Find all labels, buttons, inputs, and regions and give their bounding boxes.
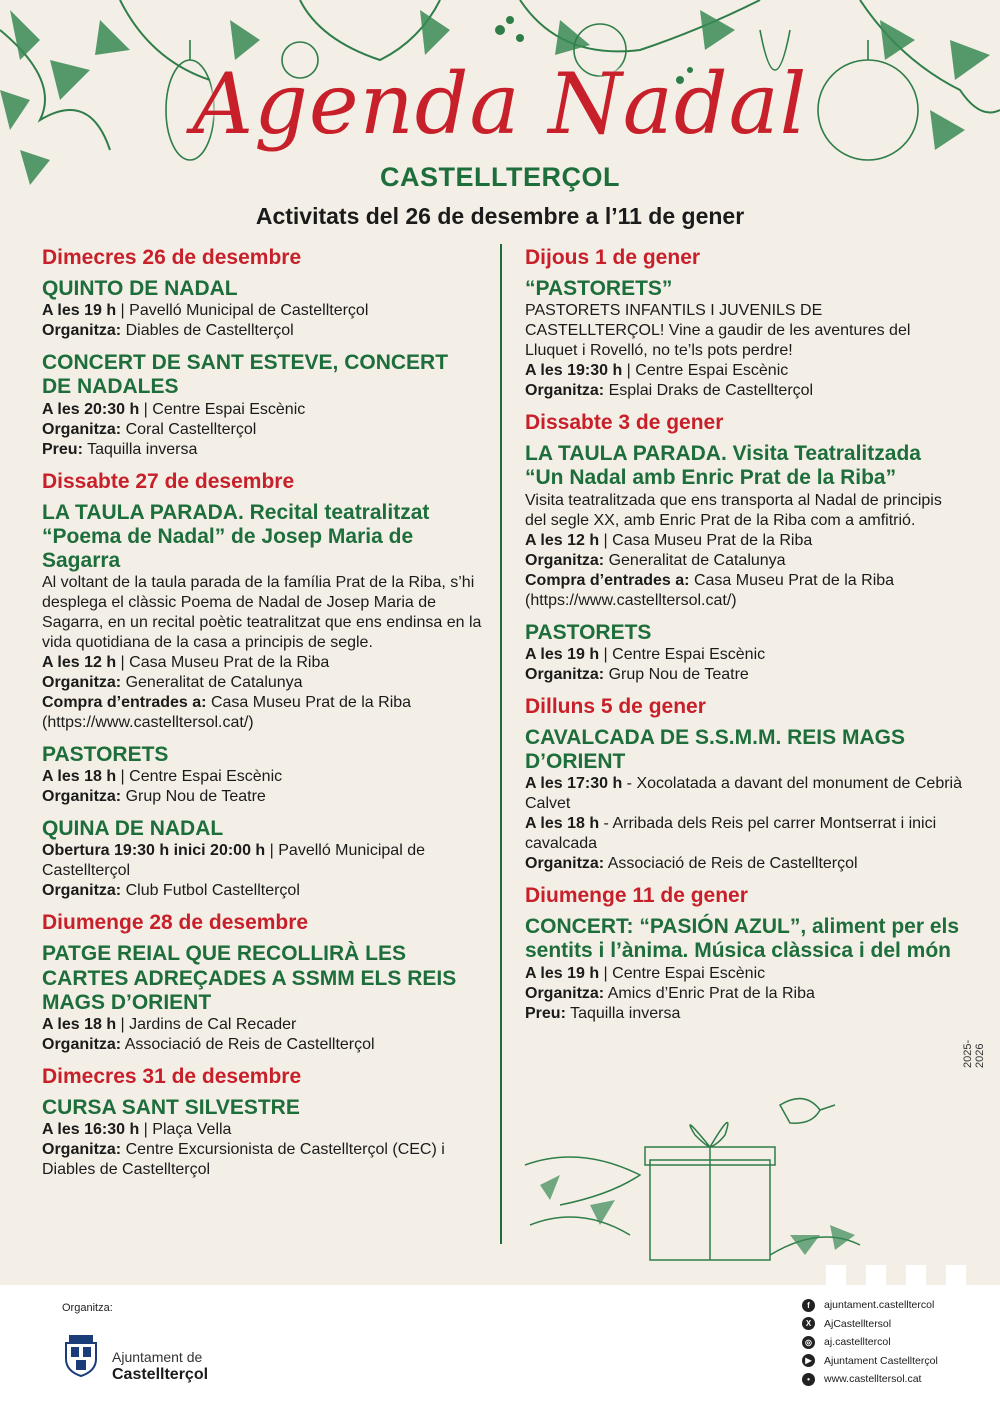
event-entry bbox=[525, 277, 965, 401]
day-heading: Dilluns 5 de gener bbox=[525, 694, 706, 718]
event-entry bbox=[525, 442, 965, 610]
detail-value: Centre Excursionista de Castellterçol (CEC) i Diables de Castellterçol bbox=[42, 1141, 445, 1179]
detail-value: Xocolatada a davant del monument de Cebrià Calvet bbox=[525, 775, 962, 813]
event-title: PATGE REIAL QUE RECOLLIRÀ LES CARTES ADREÇADES A SSMM ELS REIS MAGS D’ORIENT bbox=[42, 942, 457, 1014]
detail-value: Club Futbol Castellterçol bbox=[125, 882, 300, 900]
detail-separator: | bbox=[265, 842, 279, 860]
social-link-text: Ajuntament Castellterçol bbox=[824, 1354, 938, 1367]
detail-separator: - bbox=[622, 775, 637, 793]
detail-label: Obertura 19:30 h inici 20:00 h bbox=[42, 842, 266, 860]
detail-label: A les 19 h bbox=[525, 964, 600, 982]
event-detail-line bbox=[525, 531, 965, 551]
x-icon: X bbox=[802, 1317, 815, 1330]
detail-value: Diables de Castellterçol bbox=[125, 322, 294, 340]
season-year-label: 2025-2026 bbox=[962, 1039, 986, 1068]
event-detail-line bbox=[525, 1004, 965, 1024]
detail-value: Grup Nou de Teatre bbox=[125, 788, 266, 806]
event-detail-line bbox=[42, 653, 482, 673]
footer-battlement-decoration bbox=[826, 1265, 971, 1285]
detail-value: Centre Espai Escènic bbox=[612, 645, 766, 663]
event-detail-line bbox=[42, 881, 482, 901]
event-description: Visita teatralitzada que ens transporta al Nadal de principis del segle XX, amb Enric Prat de la Riba com a amfitrió. bbox=[525, 491, 942, 529]
detail-label: A les 18 h bbox=[525, 815, 600, 833]
left-column bbox=[42, 240, 482, 1190]
detail-label: Organitza: bbox=[42, 1035, 122, 1053]
event-detail-line bbox=[42, 1120, 482, 1140]
detail-value: Plaça Vella bbox=[152, 1121, 232, 1139]
detail-label: A les 16:30 h bbox=[42, 1121, 140, 1139]
event-detail-line bbox=[525, 774, 965, 814]
social-link-text: AjCastelltersol bbox=[824, 1317, 892, 1330]
social-links bbox=[802, 1296, 938, 1389]
event-entry bbox=[42, 1096, 482, 1180]
page-title: Agenda Nadal bbox=[192, 55, 808, 153]
event-detail-line bbox=[42, 767, 482, 787]
event-title: PASTORETS bbox=[42, 743, 169, 767]
detail-value: Pavelló Municipal de Castellterçol bbox=[42, 842, 425, 880]
gift-bird-illustration bbox=[520, 1085, 865, 1270]
detail-label: Compra d’entrades a: bbox=[525, 571, 690, 589]
detail-separator: | bbox=[116, 768, 130, 786]
right-column bbox=[525, 240, 965, 1034]
detail-separator: | bbox=[139, 400, 153, 418]
web-icon: • bbox=[802, 1373, 815, 1386]
facebook-icon: f bbox=[802, 1299, 815, 1312]
town-council-name: Ajuntament de Castellterçol bbox=[112, 1349, 209, 1383]
event-entry bbox=[42, 351, 482, 459]
detail-value: Esplai Draks de Castellterçol bbox=[608, 382, 814, 400]
event-title: LA TAULA PARADA. Visita Teatralitzada “Un Nadal amb Enric Prat de la Riba” bbox=[525, 442, 921, 490]
detail-label: Compra d’entrades a: bbox=[42, 694, 207, 712]
event-detail-line bbox=[525, 361, 965, 381]
event-title: PASTORETS bbox=[525, 620, 652, 644]
detail-value: Amics d’Enric Prat de la Riba bbox=[607, 984, 815, 1002]
day-heading: Dissabte 27 de desembre bbox=[42, 469, 295, 493]
event-entry bbox=[525, 621, 965, 685]
town-subtitle: CASTELLTERÇOL bbox=[380, 162, 620, 192]
day-heading: Dijous 1 de gener bbox=[525, 246, 701, 269]
detail-label: A les 18 h bbox=[42, 768, 117, 786]
event-detail-line bbox=[42, 420, 482, 440]
detail-separator: | bbox=[599, 964, 613, 982]
detail-value: Grup Nou de Teatre bbox=[608, 665, 749, 683]
footer bbox=[0, 1285, 1000, 1414]
detail-value: Jardins de Cal Recader bbox=[129, 1015, 297, 1033]
detail-value: Pavelló Municipal de Castellterçol bbox=[129, 302, 369, 320]
event-detail-line bbox=[42, 841, 482, 881]
event-detail-line bbox=[525, 665, 965, 685]
detail-label: Organitza: bbox=[525, 382, 605, 400]
detail-value: Taquilla inversa bbox=[570, 1004, 681, 1022]
event-entry bbox=[42, 501, 482, 733]
event-detail-line bbox=[42, 321, 482, 341]
social-link-text: aj.castelltercol bbox=[824, 1336, 891, 1348]
event-entry bbox=[525, 915, 965, 1023]
event-detail-line bbox=[525, 814, 965, 854]
detail-value: Casa Museu Prat de la Riba bbox=[129, 654, 330, 672]
event-detail-line bbox=[525, 381, 965, 401]
detail-label: Organitza: bbox=[525, 984, 605, 1002]
detail-label: Organitza: bbox=[42, 674, 122, 692]
event-detail-line bbox=[42, 440, 482, 460]
event-title: QUINA DE NADAL bbox=[42, 817, 224, 841]
detail-separator: | bbox=[599, 531, 613, 549]
event-entry bbox=[525, 726, 965, 874]
event-title: LA TAULA PARADA. Recital teatralitzat “Poema de Nadal” de Josep Maria de Sagarra bbox=[42, 500, 430, 572]
detail-value: Taquilla inversa bbox=[87, 440, 198, 458]
event-detail-line bbox=[42, 1140, 482, 1180]
organizer-label: Organitza: bbox=[62, 1302, 113, 1314]
event-entry bbox=[42, 743, 482, 807]
detail-label: A les 17:30 h bbox=[525, 775, 623, 793]
detail-label: Organitza: bbox=[42, 420, 122, 438]
detail-label: Organitza: bbox=[525, 665, 605, 683]
social-link-text: ajuntament.castelltercol bbox=[824, 1299, 935, 1311]
detail-label: Organitza: bbox=[525, 855, 605, 873]
detail-value: Centre Espai Escènic bbox=[635, 362, 789, 380]
detail-separator: | bbox=[622, 362, 636, 380]
detail-value: Centre Espai Escènic bbox=[129, 768, 283, 786]
event-detail-line bbox=[525, 854, 965, 874]
event-detail-line bbox=[525, 964, 965, 984]
event-detail-line bbox=[42, 1035, 482, 1055]
detail-value: Associació de Reis de Castellterçol bbox=[124, 1035, 375, 1053]
event-detail-line bbox=[42, 400, 482, 420]
event-detail-line bbox=[42, 787, 482, 807]
event-title: “PASTORETS” bbox=[525, 277, 673, 301]
social-link-web[interactable] bbox=[802, 1370, 938, 1388]
detail-label: A les 12 h bbox=[525, 531, 600, 549]
detail-separator: | bbox=[599, 645, 613, 663]
event-title: CONCERT: “PASIÓN AZUL”, aliment per els sentits i l’ànima. Música clàssica i del món bbox=[525, 915, 960, 963]
detail-value: Casa Museu Prat de la Riba bbox=[612, 531, 813, 549]
detail-value: Centre Espai Escènic bbox=[612, 964, 766, 982]
event-detail-line bbox=[42, 673, 482, 693]
social-link-instagram[interactable] bbox=[802, 1333, 938, 1351]
event-entry bbox=[42, 942, 482, 1054]
event-title: QUINTO DE NADAL bbox=[42, 277, 238, 301]
day-heading: Diumenge 11 de gener bbox=[525, 884, 748, 908]
detail-separator: - bbox=[599, 815, 613, 833]
event-detail-line bbox=[42, 693, 482, 733]
social-link-text: www.castelltersol.cat bbox=[824, 1373, 922, 1385]
detail-label: Preu: bbox=[42, 440, 83, 458]
social-link-facebook[interactable] bbox=[802, 1296, 938, 1314]
date-range-heading: Activitats del 26 de desembre a l’11 de gener bbox=[255, 203, 745, 229]
column-divider bbox=[500, 244, 502, 1244]
detail-value: Centre Espai Escènic bbox=[152, 400, 306, 418]
detail-value: Associació de Reis de Castellterçol bbox=[607, 855, 858, 873]
event-title: CAVALCADA DE S.S.M.M. REIS MAGS D’ORIENT bbox=[525, 725, 905, 773]
detail-label: A les 19:30 h bbox=[525, 362, 623, 380]
event-entry bbox=[42, 277, 482, 341]
detail-label: Organitza: bbox=[525, 551, 605, 569]
day-heading: Dimecres 26 de desembre bbox=[42, 246, 302, 269]
detail-value: Coral Castellterçol bbox=[125, 420, 257, 438]
event-detail-line bbox=[525, 984, 965, 1004]
detail-label: Preu: bbox=[525, 1004, 566, 1022]
event-detail-line bbox=[525, 551, 965, 571]
detail-label: Organitza: bbox=[42, 322, 122, 340]
event-detail-line bbox=[525, 645, 965, 665]
detail-separator: | bbox=[116, 654, 130, 672]
youtube-icon: ▶ bbox=[802, 1354, 815, 1367]
event-description: Al voltant de la taula parada de la família Prat de la Riba, s’hi desplega el clàssic Poema de Nadal de Josep Maria de Sagarra, en un recital poètic teatralitzat que ens endinsa en la vida quotidiana de la casa a principis de segle. bbox=[42, 574, 482, 652]
event-description: PASTORETS INFANTILS I JUVENILS DE CASTELLTERÇOL! Vine a gaudir de les aventures del Lluquet i Rovelló, no te’ls pots perdre! bbox=[525, 302, 911, 360]
event-title: CURSA SANT SILVESTRE bbox=[42, 1095, 300, 1119]
day-heading: Diumenge 28 de desembre bbox=[42, 911, 309, 935]
detail-label: A les 20:30 h bbox=[42, 400, 140, 418]
detail-value: Generalitat de Catalunya bbox=[125, 674, 303, 692]
detail-label: Organitza: bbox=[42, 882, 122, 900]
detail-value: Casa Museu Prat de la Riba (https://www.castelltersol.cat/) bbox=[525, 571, 895, 609]
detail-label: Organitza: bbox=[42, 1141, 122, 1159]
detail-label: A les 12 h bbox=[42, 654, 117, 672]
instagram-icon: ◎ bbox=[802, 1336, 815, 1349]
social-link-x[interactable] bbox=[802, 1315, 938, 1333]
detail-label: A les 19 h bbox=[42, 302, 117, 320]
event-title: CONCERT DE SANT ESTEVE, CONCERT DE NADALES bbox=[42, 351, 449, 399]
event-entry bbox=[42, 817, 482, 901]
event-detail-line bbox=[42, 301, 482, 321]
detail-label: Organitza: bbox=[42, 788, 122, 806]
detail-separator: | bbox=[139, 1121, 153, 1139]
day-heading: Dimecres 31 de desembre bbox=[42, 1064, 302, 1088]
detail-label: A les 18 h bbox=[42, 1015, 117, 1033]
detail-label: A les 19 h bbox=[525, 645, 600, 663]
event-detail-line bbox=[525, 571, 965, 611]
detail-value: Casa Museu Prat de la Riba (https://www.castelltersol.cat/) bbox=[42, 694, 412, 732]
event-detail-line bbox=[42, 1015, 482, 1035]
town-coat-of-arms-logo bbox=[62, 1333, 100, 1377]
detail-separator: | bbox=[116, 302, 130, 320]
detail-value: Arribada dels Reis pel carrer Montserrat i inici cavalcada bbox=[525, 815, 937, 853]
social-link-youtube[interactable] bbox=[802, 1352, 938, 1370]
detail-separator: | bbox=[116, 1015, 130, 1033]
detail-value: Generalitat de Catalunya bbox=[608, 551, 786, 569]
day-heading: Dissabte 3 de gener bbox=[525, 411, 724, 435]
